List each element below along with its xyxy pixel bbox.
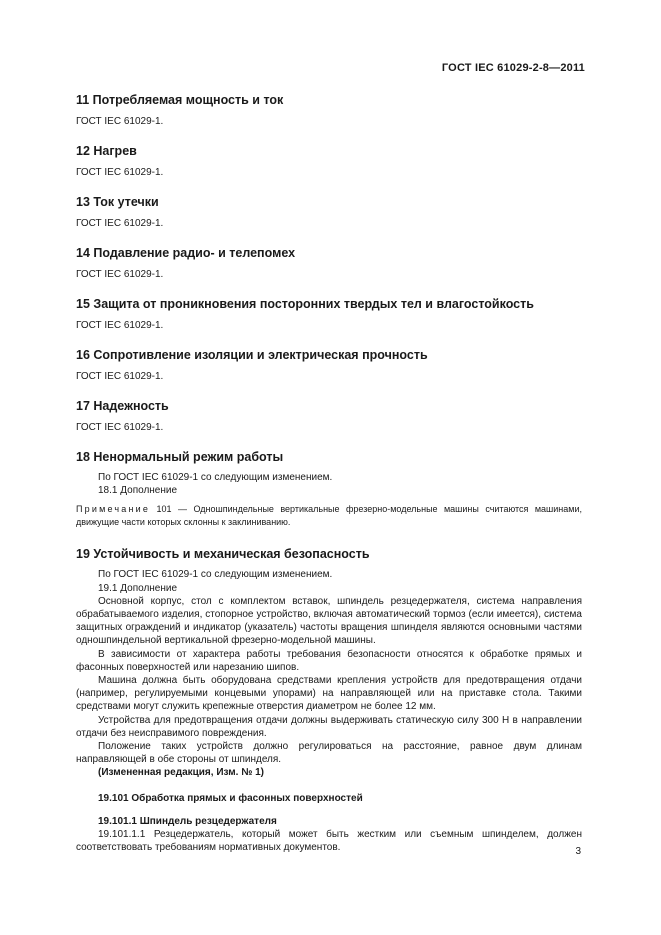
paragraph: 19.101.1.1 Резцедержатель, который может быть жестким или съемным шпинделем, должен соответствовать требованиям нормативных документов. bbox=[76, 828, 582, 853]
section-title: 17 Надежность bbox=[76, 399, 169, 413]
section-intro: По ГОСТ IEC 61029-1 со следующим изменением. bbox=[98, 472, 333, 483]
section-17 bbox=[76, 398, 582, 434]
subsection-label: 19.1 Дополнение bbox=[98, 582, 178, 594]
note bbox=[76, 503, 582, 529]
section-title: 19 Устойчивость и механическая безопасность bbox=[76, 547, 370, 562]
paragraph: Положение таких устройств должно регулироваться на расстояние, равное двум длинам направляющей в обе стороны от шпинделя. bbox=[76, 741, 582, 766]
section-11 bbox=[76, 92, 582, 128]
section-16 bbox=[76, 347, 582, 383]
section-15 bbox=[76, 296, 582, 332]
note-text: 101 — Одношпиндельные вертикальные фрезерно-модельные машины считаются машинами, движущие части которых склонны к заклиниванию. bbox=[76, 504, 582, 528]
paragraph: Машина должна быть оборудована средствами крепления устройств для предотвращения отдачи (например, регулируемыми концевыми упорами) на направляющей или на приставке стола. Такими средствами могут служить крепежные отверстия диаметром не более 12 мм. bbox=[76, 675, 582, 713]
paragraph: Устройства для предотвращения отдачи должны выдерживать статическую силу 300 Н в направлении отдачи без неисправимого повреждения. bbox=[76, 714, 582, 739]
subsection-label: 18.1 Дополнение bbox=[98, 485, 178, 497]
section-12 bbox=[76, 143, 582, 179]
section-reference: ГОСТ IEC 61029-1. bbox=[76, 320, 164, 331]
section-title: 15 Защита от проникновения посторонних твердых тел и влагостойкость bbox=[76, 297, 534, 311]
section-reference: ГОСТ IEC 61029-1. bbox=[76, 371, 164, 382]
section-14 bbox=[76, 245, 582, 281]
note-label: Примечание bbox=[76, 504, 151, 515]
section-19 bbox=[76, 546, 582, 854]
section-title: 13 Ток утечки bbox=[76, 195, 159, 209]
amendment-note: (Измененная редакция, Изм. № 1) bbox=[98, 767, 265, 779]
document-code-header: ГОСТ IEC 61029-2-8—2011 bbox=[441, 62, 585, 74]
section-13 bbox=[76, 194, 582, 230]
page-content bbox=[76, 92, 582, 869]
section-18 bbox=[76, 449, 582, 529]
paragraph: В зависимости от характера работы требования безопасности относятся к обработке прямых и фасонных поверхностей или нарезанию шипов. bbox=[76, 648, 582, 673]
section-reference: ГОСТ IEC 61029-1. bbox=[76, 218, 164, 229]
section-title: 11 Потребляемая мощность и ток bbox=[76, 93, 284, 107]
section-reference: ГОСТ IEC 61029-1. bbox=[76, 269, 164, 280]
section-title: 12 Нагрев bbox=[76, 144, 137, 158]
subsection-heading: 19.101 Обработка прямых и фасонных поверхностей bbox=[98, 792, 363, 804]
section-reference: ГОСТ IEC 61029-1. bbox=[76, 422, 164, 433]
section-intro: По ГОСТ IEC 61029-1 со следующим изменением. bbox=[98, 569, 333, 581]
section-title: 16 Сопротивление изоляции и электрическая прочность bbox=[76, 348, 428, 362]
paragraph: Основной корпус, стол с комплектом вставок, шпиндель резцедержателя, система направления обрабатываемого изделия, стопорное устройство, включая автоматический тормоз (если имеется), система защитных ограждений и индикатор (указатель) частоты вращения шпинделя являются основными частями одношпиндельной вертикальной фрезерно-модельной машины. bbox=[76, 595, 582, 647]
section-title: 18 Ненормальный режим работы bbox=[76, 450, 284, 464]
subsection-heading: 19.101.1 Шпиндель резцедержателя bbox=[98, 815, 277, 827]
section-reference: ГОСТ IEC 61029-1. bbox=[76, 167, 164, 178]
section-title: 14 Подавление радио- и телепомех bbox=[76, 246, 296, 260]
page-number: 3 bbox=[575, 846, 581, 857]
section-reference: ГОСТ IEC 61029-1. bbox=[76, 116, 164, 127]
